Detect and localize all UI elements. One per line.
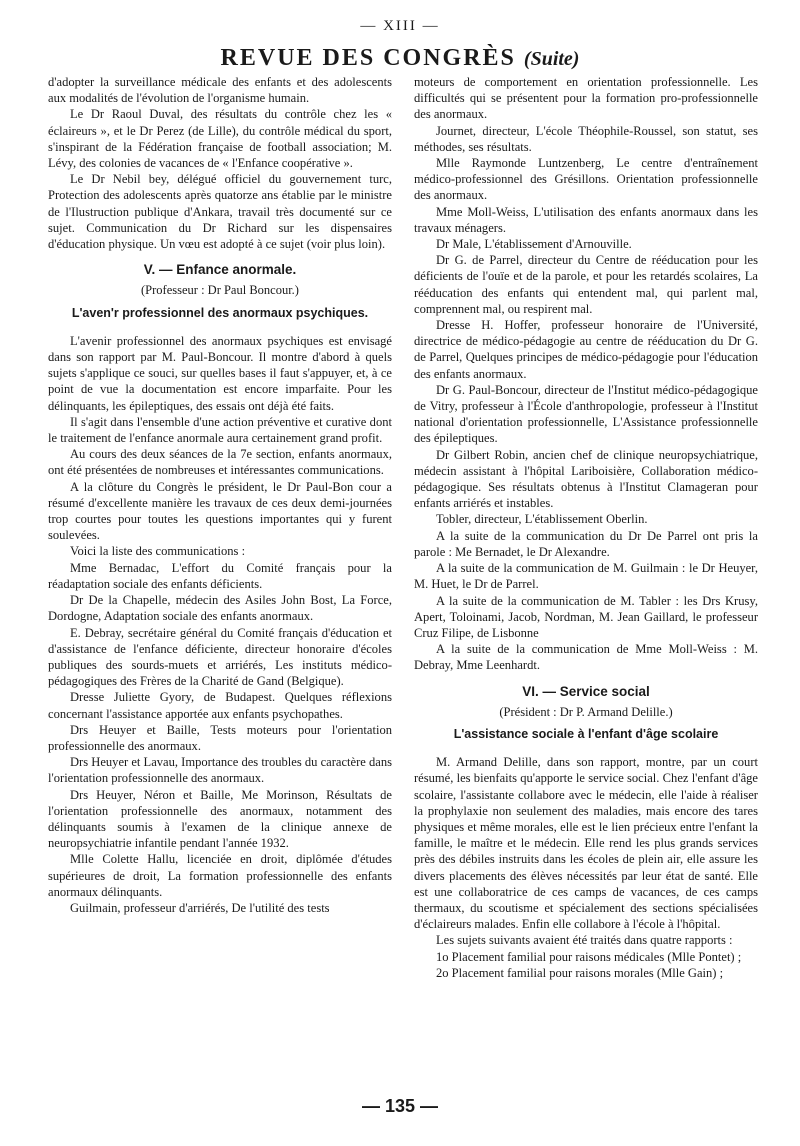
list-item: 1o Placement familial pour raisons médicales (Mlle Pontet) ; [436, 949, 742, 964]
communication-item: Dr Gilbert Robin, ancien chef de clinique neuropsychiatrique, médecin assistant à l'hôpital Lariboisière, Collaboration médico-pédagogique. Ses résultats obtenus à l'Institut Clamageran pour enfants arriérés et instables. [414, 447, 758, 511]
communication-item: Guilmain, professeur d'arriérés, De l'utilité des tests [70, 900, 330, 915]
paragraph: A la suite de la communication du Dr De Parrel ont pris la parole : Me Bernadet, le Dr Alexandre. [414, 528, 758, 559]
communication-item: Dr G. de Parrel, directeur du Centre de rééducation pour les déficients de l'ouïe et de la parole, et pour les retardés scolaires, La rééducation des enfants qui entendent mal, qui parlent mal, comprennent mal, ou respirent mal. [414, 253, 758, 316]
list-item: 2o Placement familial pour raisons morales (Mlle Gain) ; [436, 965, 724, 980]
paragraph: L'avenir professionnel des anormaux psychiques est envisagé dans son rapport par M. Paul-Boncour. Il montre d'abord à quels sujets s'applique ce souci, sur quelles bases il faut s'appuyer, et, à ce point de vue la documentation est encore imparfaite. Pour les délinquants, les épileptiques, des essais ont déjà été faits. [48, 333, 392, 413]
communication-item: Drs Heuyer et Baille, Tests moteurs pour l'orientation professionnelle des anormaux. [48, 722, 392, 753]
communication-item: Drs Heuyer, Néron et Baille, Me Morinson, Résultats de l'orientation professionnelle des anormaux, notamment des délinquants soumis à l'examen de la clinique annexe de neuropsychiatrie infantile pendant l'année 1932. [48, 787, 392, 851]
section-president: (Professeur : Dr Paul Boncour.) [141, 283, 299, 298]
paragraph: A la suite de la communication de M. Tabler : les Drs Krusy, Apert, Toloinami, Jacob, Nordman, M. Jean Gaillard, le professeur Cruz Filipe, de Lisbonne [414, 593, 758, 640]
section-subtitle: L'aven'r professionnel des anormaux psychiques. [71, 305, 369, 320]
roman-page-number: — XIII — [360, 18, 440, 34]
left-column [48, 74, 392, 1094]
paragraph: Au cours des deux séances de la 7e section, enfants anormaux, ont été présentées de nombreuses et intéressantes communications. [48, 447, 392, 478]
paragraph: A la suite de la communication de M. Guilmain : le Dr Heuyer, M. Huet, le Dr de Parrel. [414, 561, 758, 592]
communication-item: Journet, directeur, L'école Théophile-Roussel, son statut, ses méthodes, ses résultats. [414, 123, 758, 154]
paragraph: Le Dr Raoul Duval, des résultats du contrôle chez les « éclaireurs », et le Dr Perez (de Lille), du contrôle médical du sport, s'inspirant de la Fédération française de football association; M. Lévy, des colonies de vacances de « l'Enfance coopérative ». [48, 107, 392, 171]
paragraph: Le Dr Nebil bey, délégué officiel du gouvernement turc, Protection des adolescents après quatorze ans établie par le ministre de l'Ilustruction publique d'Ankara, travail très documenté sur ce sujet. Communication du Dr Richard sur les dispensaires d'éducation physique. Un vœu est adopté à ce sujet (voir plus loin). [48, 172, 392, 252]
paragraph: moteurs de comportement en orientation professionnelle. Les difficultés qui se présentent pour la formation pro-professionnelle des anormaux. [414, 75, 758, 122]
communication-item: Mme Bernadac, L'effort du Comité français pour la réadaptation sociale des enfants déficients. [48, 560, 392, 591]
page-number: — 135 — [361, 1096, 439, 1116]
communication-item: Tobler, directeur, L'établissement Oberlin. [436, 512, 648, 527]
communication-item: Dr G. Paul-Boncour, directeur de l'Institut médico-pédagogique de Vitry, professeur à l'École d'anthropologie, professeur à l'Institut national d'orientation professionnelle, L'Assistance professionnelle des épileptiques. [414, 382, 758, 446]
paragraph: A la suite de la communication de Mme Moll-Weiss : M. Debray, Mme Leenhardt. [414, 642, 758, 673]
paragraph: Les sujets suivants avaient été traités dans quatre rapports : [436, 933, 733, 948]
communication-item: Dr De la Chapelle, médecin des Asiles John Bost, La Force, Dordogne, Adaptation sociale des enfants anormaux. [48, 593, 392, 624]
paragraph: A la clôture du Congrès le président, le Dr Paul-Bon cour a résumé d'excellente manière les travaux de ces deux demi-journées trop courtes pour toutes les questions importantes qui y furent soulevées. [48, 479, 392, 543]
communication-item: Dr Male, L'établissement d'Arnouville. [436, 237, 632, 252]
section-title: V. — Enfance anormale. [143, 262, 297, 278]
paragraph: Il s'agit dans l'ensemble d'une action préventive et curative dont le traitement de l'enfance anormale aura certainement grand profit. [48, 414, 392, 446]
paragraph: d'adopter la surveillance médicale des enfants et des adolescents aux modalités de l'évolution de l'organisme humain. [48, 75, 392, 106]
communication-item: Dresse Juliette Gyory, de Budapest. Quelques réflexions concernant l'assistance apportée aux enfants psychopathes. [48, 690, 392, 721]
communication-item: Mlle Colette Hallu, licenciée en droit, diplômée d'études supérieures de droit, La formation professionnelle des enfants anormaux délinquants. [48, 852, 392, 899]
communication-item: Dresse H. Hoffer, professeur honoraire de l'Université, directrice de médico-pédagogie au centre de rééducation du Dr G. de Parrel, Quelques principes de médico-pédagogie pour l'éducation des enfants anormaux. [414, 318, 758, 381]
journal-header [0, 45, 800, 72]
communication-item: Mme Moll-Weiss, L'utilisation des enfants anormaux dans les travaux ménagers. [414, 204, 758, 235]
communication-item: Mlle Raymonde Luntzenberg, Le centre d'entraînement médico-professionnel des Grésillons. Orientation professionnelle des anormaux. [414, 156, 758, 203]
section-president: (Président : Dr P. Armand Delille.) [499, 704, 673, 719]
communication-item: Drs Heuyer et Lavau, Importance des troubles du caractère dans l'orientation professionnelle des anormaux. [48, 755, 392, 786]
communication-item: E. Debray, secrétaire général du Comité français d'éducation et d'assistance de l'enfance déficiente, directeur honoraire d'écoles publiques des sourds-muets et arriérés, Les instituts médico-pédagogiques des Frères de la Charité de Gand (Belgique). [48, 625, 392, 689]
section-title: VI. — Service social [522, 683, 650, 699]
journal-title: REVUE DES CONGRÈS [220, 45, 516, 71]
journal-title-suffix: (Suite) [523, 48, 580, 70]
section-subtitle: L'assistance sociale à l'enfant d'âge scolaire [453, 726, 719, 741]
paragraph: M. Armand Delille, dans son rapport, montre, par un court résumé, les bienfaits qu'apporte le service social. Chez l'enfant d'âge scolaire, l'assistante collabore avec le médecin, elle l'aide à réaliser la prophylaxie non seulement des maladies, mais encore des tares physiques et même morales, elle est le lien précieux entre l'enfant la famille, le maître et le médecin. Elle rend les plus grands services près des débiles instruits dans les écoles de plein air, elle assure les divers placements des élèves nécessités par leur état de santé. Elle est une collaboratrice de ces camps de vacances, de ces camps thermaux, du scoutisme et spécialement des sections spécialisées d'éclaireurs malades. Enfin elle collabore à l'école à l'hôpital. [414, 755, 758, 932]
paragraph: Voici la liste des communications : [70, 544, 246, 559]
right-column [414, 74, 758, 1094]
